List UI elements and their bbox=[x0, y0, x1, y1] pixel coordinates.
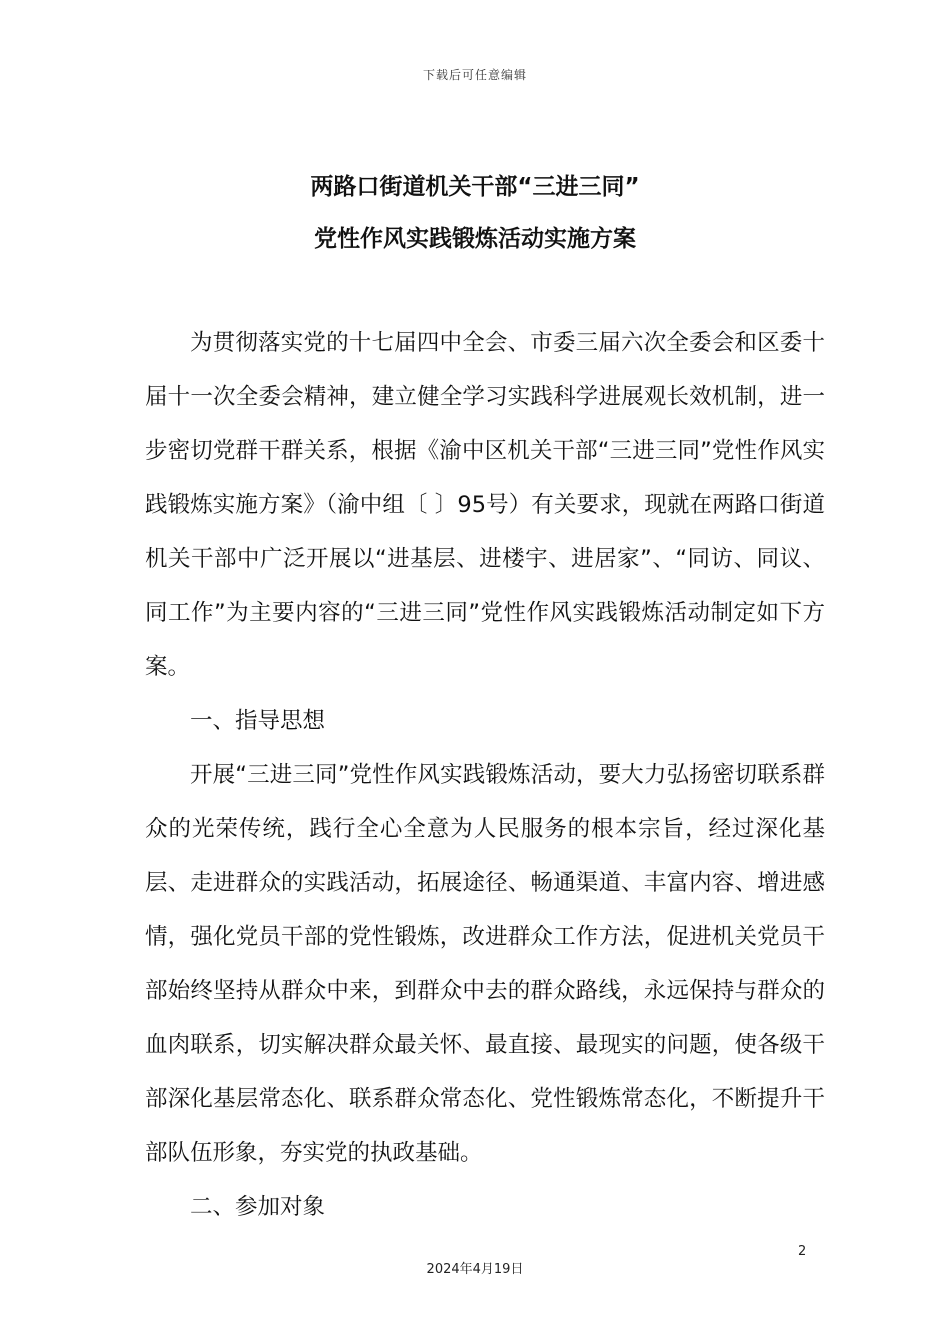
document-body bbox=[145, 316, 825, 1234]
document-title-line-2: 党性作风实践锻炼活动实施方案 bbox=[314, 226, 636, 252]
intro-paragraph: 为贯彻落实党的十七届四中全会、市委三届六次全委会和区委十届十一次全委会精神，建立健全学习实践科学进展观长效机制，进一步密切党群干群关系，根据《渝中区机关干部“三进三同”党性作风实践锻炼实施方案》（渝中组〔 〕95号）有关要求，现就在两路口街道机关干部中广泛开展以“进基层、进楼宇、进居家”、“同访、同议、同工作”为主要内容的“三进三同”党性作风实践锻炼活动制定如下方案。 bbox=[145, 330, 825, 680]
footer-date: 2024年4月19日 bbox=[426, 1262, 524, 1277]
page-number: 2 bbox=[798, 1244, 807, 1259]
document-title-line-1: 两路口街道机关干部“三进三同” bbox=[310, 174, 640, 200]
header-note: 下载后可任意编辑 bbox=[422, 68, 527, 82]
section-heading-participants: 二、参加对象 bbox=[190, 1194, 326, 1220]
guiding-thought-paragraph: 开展“三进三同”党性作风实践锻炼活动，要大力弘扬密切联系群众的光荣传统，践行全心全意为人民服务的根本宗旨，经过深化基层、走进群众的实践活动，拓展途径、畅通渠道、丰富内容、增进感情，强化党员干部的党性锻炼，改进群众工作方法，促进机关党员干部始终坚持从群众中来，到群众中去的群众路线，永远保持与群众的血肉联系，切实解决群众最关怀、最直接、最现实的问题，使各级干部深化基层常态化、联系群众常态化、党性锻炼常态化，不断提升干部队伍形象，夯实党的执政基础。 bbox=[145, 762, 825, 1166]
section-heading-guiding-thought: 一、指导思想 bbox=[190, 708, 326, 734]
